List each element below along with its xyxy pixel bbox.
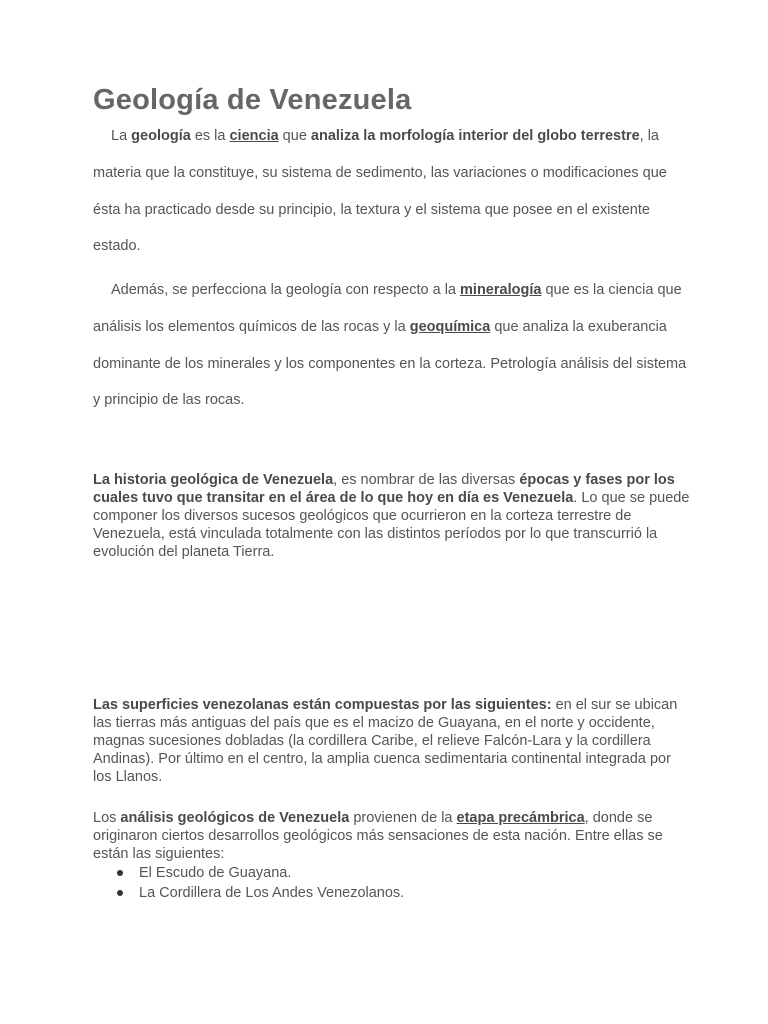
bold-historia: La historia geológica de Venezuela (93, 472, 334, 488)
page-title: Geología de Venezuela (93, 84, 412, 116)
bold-epocas: épocas y fases por los cuales tuvo que transitar en el área de lo que hoy en día es Venezuela (93, 472, 675, 506)
bold-analisis: análisis geológicos de Venezuela (120, 810, 350, 826)
bold-geologia: geología (131, 128, 191, 144)
link-geoquimica[interactable]: geoquímica (409, 318, 491, 335)
paragraph-analisis-geologicos: Los análisis geológicos de Venezuela provienen de la etapa precámbrica, donde se originaron ciertos desarrollos geológicos más sensaciones de esta nación. Entre ellas se están las siguientes: (93, 810, 663, 862)
link-etapa-precambrica[interactable]: etapa precámbrica (456, 810, 585, 826)
paragraph-superficies: Las superficies venezolanas están compuestas por las siguientes: en el sur se ubican las tierras más antiguas del país que es el macizo de Guayana, en el norte y occidente, magnas sucesiones dobladas (la cordillera Caribe, el relieve Falcón-Lara y la cordillera Andinas). Por último en el centro, la amplia cuenca sedimentaria continental integrada por los Llanos. (93, 697, 678, 785)
bold-morfologia: analiza la morfología interior del globo terrestre (310, 128, 640, 144)
paragraph-mineralogia: Además, se perfecciona la geología con respecto a la mineralogía que es la ciencia que análisis los elementos químicos de las rocas y la geoquímica que analiza la exuberancia dominante de los minerales y los componentes en la corteza. Petrología análisis del sistema y principio de las rocas. (93, 282, 687, 409)
paragraph-geologia-definition: La geología es la ciencia que analiza la morfología interior del globo terrestre, la materia que la constituye, su sistema de sedimento, las variaciones o modificaciones que ésta ha practicado desde su principio, la textura y el sistema que posee en el existente estado. (93, 128, 667, 255)
list-item: La Cordillera de Los Andes Venezolanos. (93, 883, 693, 903)
bullet-dot-icon (117, 890, 123, 896)
list-item: El Escudo de Guayana. (93, 863, 693, 883)
link-mineralogia[interactable]: mineralogía (460, 282, 542, 298)
bullet-list (93, 863, 693, 903)
bold-superficies: Las superficies venezolanas están compuestas por las siguientes: (93, 697, 552, 713)
link-ciencia[interactable]: ciencia (229, 128, 279, 144)
bullet-dot-icon (117, 870, 123, 876)
paragraph-historia-geologica: La historia geológica de Venezuela, es nombrar de las diversas épocas y fases por los cuales tuvo que transitar en el área de lo que hoy en día es Venezuela. Lo que se puede componer los diversos sucesos geológicos que ocurrieron en la corteza terrestre de Venezuela, está vinculada totalmente con las distintos períodos por lo que transcurrió la evolución del planeta Tierra. (93, 472, 690, 560)
